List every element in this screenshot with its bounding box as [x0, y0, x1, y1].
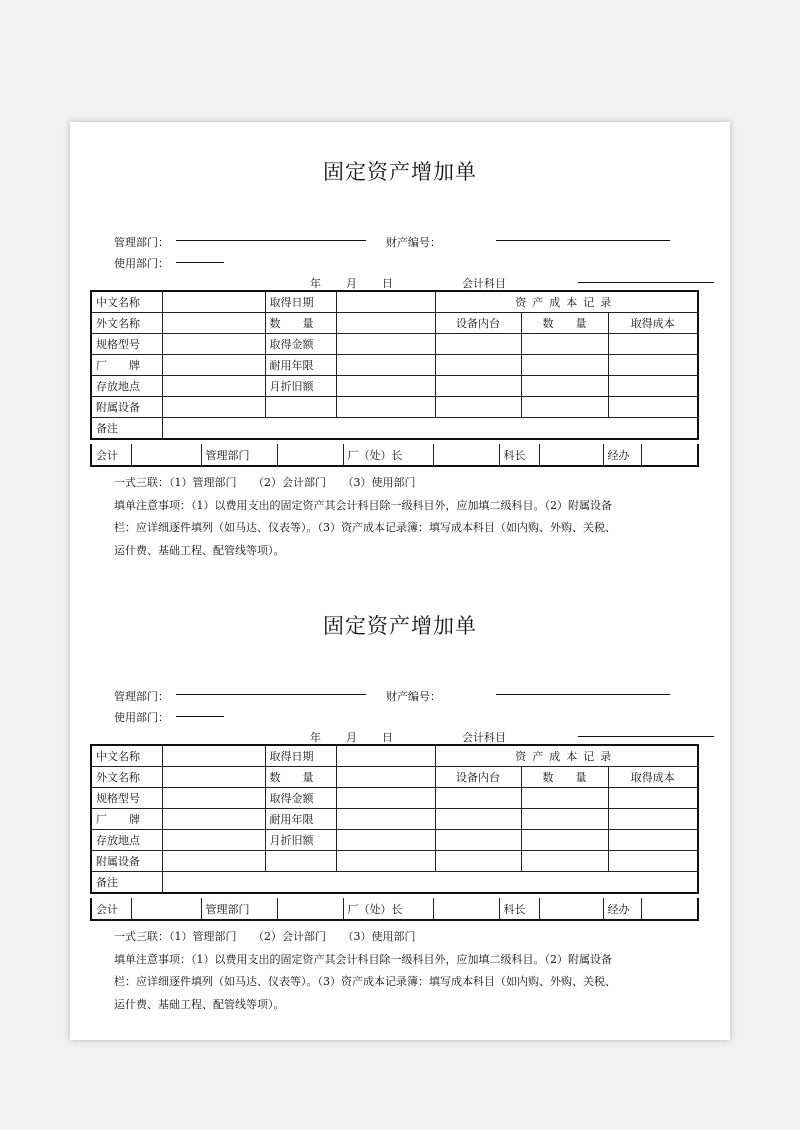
date-month: 月 [346, 731, 357, 744]
dept-label: 管理部门： [114, 236, 169, 249]
accessory-cell[interactable] [162, 397, 265, 418]
dept-label: 管理部门： [114, 690, 169, 703]
handler-sign-cell[interactable] [641, 444, 698, 466]
location-label: 存放地点 [91, 376, 162, 397]
asset-form-2 [70, 576, 730, 1016]
dept-field-line[interactable] [176, 240, 366, 241]
signature-row [90, 898, 699, 921]
cost-cell[interactable] [435, 397, 521, 418]
factory-head-label: 厂（处）长 [343, 898, 433, 920]
monthly-dep-cell[interactable] [336, 830, 435, 851]
mgmt-dept-sign-cell[interactable] [277, 898, 343, 920]
qty2-header: 数 量 [521, 313, 608, 334]
date-year: 年 [310, 731, 321, 744]
cost-cell[interactable] [521, 334, 608, 355]
factory-head-label: 厂（处）长 [343, 444, 433, 466]
asset-no-field-line[interactable] [496, 694, 670, 695]
table-row [91, 788, 698, 809]
table-row [91, 376, 698, 397]
form-title: 固定资产增加单 [323, 614, 477, 638]
monthly-dep-label: 月折旧额 [265, 830, 336, 851]
table-row [91, 830, 698, 851]
life-cell[interactable] [336, 809, 435, 830]
cost-cell[interactable] [521, 397, 608, 418]
asset-no-field-line[interactable] [496, 240, 670, 241]
cost-cell[interactable] [608, 830, 698, 851]
section-chief-sign-cell[interactable] [539, 898, 603, 920]
fill-note-line-1: 填单注意事项：（1）以费用支出的固定资产其会计科目除一级科目外，应加填二级科目。（2）附属设备 [114, 498, 612, 512]
cost-cell[interactable] [608, 397, 698, 418]
en-name-cell[interactable] [162, 313, 265, 334]
cost-cell[interactable] [608, 809, 698, 830]
fill-note-line-2: 栏：应详细逐件填列（如马达、仪表等）。（3）资产成本记录簿：填写成本科目（如内购、外购、关税、 [114, 521, 616, 534]
accounting-sign-cell[interactable] [131, 898, 201, 920]
asset-form-1 [70, 122, 730, 562]
cn-name-label: 中文名称 [91, 291, 162, 313]
cost-cell[interactable] [435, 809, 521, 830]
table-row [91, 745, 698, 767]
handler-label: 经办 [603, 444, 641, 466]
cost-cell[interactable] [435, 830, 521, 851]
model-cell[interactable] [162, 334, 265, 355]
qty-cell[interactable] [336, 767, 435, 788]
table-row [91, 809, 698, 830]
mgmt-dept-sign-cell[interactable] [277, 444, 343, 466]
cost-cell[interactable] [435, 851, 521, 872]
handler-sign-cell[interactable] [641, 898, 698, 920]
remark-label: 备注 [91, 872, 162, 894]
asset-no-label: 财产编号： [386, 690, 441, 703]
account-field-line[interactable] [578, 736, 714, 737]
cost-cell[interactable] [521, 851, 608, 872]
acq-amount-cell[interactable] [336, 788, 435, 809]
cost-cell[interactable] [435, 376, 521, 397]
cost-cell[interactable] [521, 809, 608, 830]
accounting-sign-cell[interactable] [131, 444, 201, 466]
acq-amount-label: 取得金额 [265, 334, 336, 355]
cost-cell[interactable] [435, 788, 521, 809]
en-name-label: 外文名称 [91, 767, 162, 788]
accessory-cell[interactable] [162, 851, 265, 872]
factory-head-sign-cell[interactable] [433, 444, 499, 466]
acq-date-cell[interactable] [336, 291, 435, 313]
cost-cell[interactable] [521, 788, 608, 809]
en-name-cell[interactable] [162, 767, 265, 788]
mgmt-dept-label: 管理部门 [201, 898, 277, 920]
use-dept-label: 使用部门： [114, 711, 169, 724]
cn-name-cell[interactable] [162, 291, 265, 313]
accessory-label: 附属设备 [91, 397, 162, 418]
acq-amount-cell[interactable] [336, 334, 435, 355]
life-cell[interactable] [336, 355, 435, 376]
accounting-label: 会计 [91, 898, 131, 920]
location-cell[interactable] [162, 376, 265, 397]
fill-note-line-2: 栏：应详细逐件填列（如马达、仪表等）。（3）资产成本记录簿：填写成本科目（如内购、外购、关税、 [114, 975, 616, 988]
cost-record-header: 资产成本记录 [435, 745, 698, 767]
acq-amount-label: 取得金额 [265, 788, 336, 809]
asset-no-label: 财产编号： [386, 236, 441, 249]
brand-cell[interactable] [162, 355, 265, 376]
fill-note-line-1: 填单注意事项：（1）以费用支出的固定资产其会计科目除一级科目外，应加填二级科目。（2）附属设备 [114, 952, 612, 966]
cost-cell[interactable] [608, 334, 698, 355]
acq-cost-header: 取得成本 [608, 313, 698, 334]
copies-note: 一式三联：（1）管理部门 （2）会计部门 （3）使用部门 [114, 930, 416, 943]
qty-label: 数 量 [265, 767, 336, 788]
brand-cell[interactable] [162, 809, 265, 830]
use-dept-field-line[interactable] [176, 262, 224, 263]
qty-label: 数 量 [265, 313, 336, 334]
model-cell[interactable] [162, 788, 265, 809]
blank-cell[interactable] [336, 851, 435, 872]
device-content-header: 设备内台 [435, 313, 521, 334]
table-row [91, 291, 698, 313]
device-content-header: 设备内台 [435, 767, 521, 788]
remark-cell[interactable] [162, 418, 698, 440]
handler-label: 经办 [603, 898, 641, 920]
location-label: 存放地点 [91, 830, 162, 851]
cost-cell[interactable] [521, 830, 608, 851]
blank-cell[interactable] [265, 397, 336, 418]
form-notes [114, 472, 694, 562]
use-dept-label: 使用部门： [114, 257, 169, 270]
table-row [91, 872, 698, 894]
monthly-dep-label: 月折旧额 [265, 376, 336, 397]
date-year: 年 [310, 277, 321, 290]
document-page [70, 122, 730, 1040]
asset-table [90, 290, 699, 440]
section-chief-sign-cell[interactable] [539, 444, 603, 466]
acq-date-label: 取得日期 [265, 291, 336, 313]
accounting-label: 会计 [91, 444, 131, 466]
copies-note: 一式三联：（1）管理部门 （2）会计部门 （3）使用部门 [114, 476, 416, 489]
cost-cell[interactable] [435, 355, 521, 376]
qty2-header: 数 量 [521, 767, 608, 788]
use-dept-field-line[interactable] [176, 716, 224, 717]
acq-cost-header: 取得成本 [608, 767, 698, 788]
table-row [91, 851, 698, 872]
model-label: 规格型号 [91, 788, 162, 809]
date-day: 日 [382, 277, 393, 290]
cost-cell[interactable] [608, 851, 698, 872]
asset-table [90, 744, 699, 894]
cost-cell[interactable] [521, 355, 608, 376]
table-row [91, 397, 698, 418]
fill-note-line-3: 运什费、基础工程、配管线等项）。 [114, 543, 285, 557]
table-row [91, 418, 698, 440]
dept-field-line[interactable] [176, 694, 366, 695]
brand-label: 厂 牌 [91, 809, 162, 830]
section-chief-label: 科长 [499, 444, 539, 466]
table-row [91, 313, 698, 334]
fill-note-line-3: 运什费、基础工程、配管线等项）。 [114, 997, 285, 1011]
remark-cell[interactable] [162, 872, 698, 894]
signature-row [90, 444, 699, 467]
factory-head-sign-cell[interactable] [433, 898, 499, 920]
table-row [91, 767, 698, 788]
cost-record-header: 资产成本记录 [435, 291, 698, 313]
account-field-line[interactable] [578, 282, 714, 283]
accessory-label: 附属设备 [91, 851, 162, 872]
cost-cell[interactable] [608, 788, 698, 809]
brand-label: 厂 牌 [91, 355, 162, 376]
monthly-dep-cell[interactable] [336, 376, 435, 397]
life-label: 耐用年限 [265, 355, 336, 376]
model-label: 规格型号 [91, 334, 162, 355]
mgmt-dept-label: 管理部门 [201, 444, 277, 466]
table-row [91, 355, 698, 376]
cost-cell[interactable] [608, 355, 698, 376]
cost-cell[interactable] [521, 376, 608, 397]
section-chief-label: 科长 [499, 898, 539, 920]
blank-cell[interactable] [265, 851, 336, 872]
acq-date-cell[interactable] [336, 745, 435, 767]
remark-label: 备注 [91, 418, 162, 440]
cost-cell[interactable] [608, 376, 698, 397]
en-name-label: 外文名称 [91, 313, 162, 334]
acq-date-label: 取得日期 [265, 745, 336, 767]
date-day: 日 [382, 731, 393, 744]
form-notes [114, 926, 694, 1016]
cost-cell[interactable] [435, 334, 521, 355]
date-month: 月 [346, 277, 357, 290]
location-cell[interactable] [162, 830, 265, 851]
account-label: 会计科目 [462, 731, 506, 744]
life-label: 耐用年限 [265, 809, 336, 830]
cn-name-cell[interactable] [162, 745, 265, 767]
blank-cell[interactable] [336, 397, 435, 418]
cn-name-label: 中文名称 [91, 745, 162, 767]
form-title: 固定资产增加单 [323, 160, 477, 184]
account-label: 会计科目 [462, 277, 506, 290]
table-row [91, 334, 698, 355]
qty-cell[interactable] [336, 313, 435, 334]
